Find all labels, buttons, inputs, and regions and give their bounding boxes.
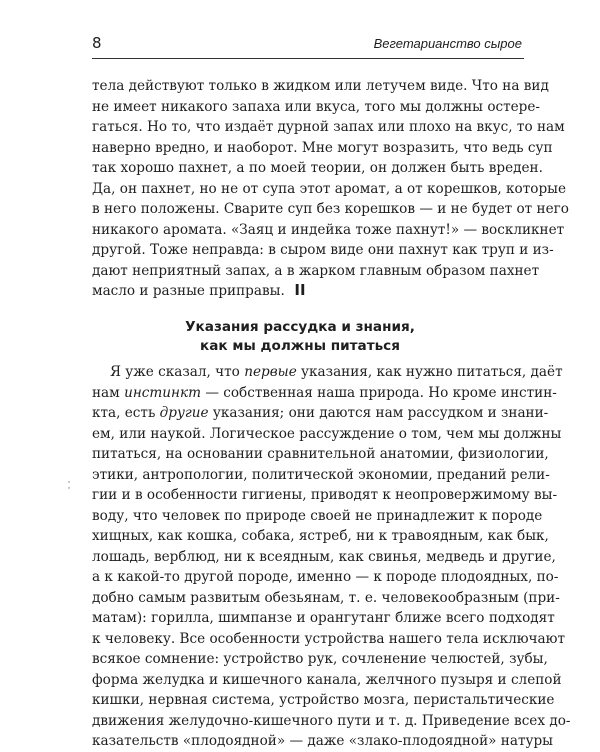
text-line: другой. Тоже неправда: в сыром виде они пахнут как труп и из- [92, 242, 554, 258]
text-line [92, 362, 563, 383]
text-line: всякое сомнение: устройство рук, сочленение челюстей, зубы, [92, 651, 548, 667]
text-line: форма желудка и кишечного канала, желчного пузыря и слепой [92, 671, 562, 688]
text-line: питаться, на основании сравнительной анатомии, физиологии, [92, 446, 549, 462]
section-paragraph [92, 362, 571, 752]
page-header [92, 34, 524, 59]
emphasis: первые [244, 364, 297, 380]
text-line: Да, он пахнет, но не от супа этот аромат, а от корешков, которые [92, 180, 567, 197]
text-line: не имеет никакого запаха или вкуса, того мы должны остерe- [92, 98, 541, 115]
text-line: матам): горилла, шимпанзе и орангутанг ближе всего подходят [92, 610, 555, 626]
text-line: дают неприятный запах, а в жарком главным образом пахнет [92, 262, 540, 279]
running-title: Вегетарианство сырое [373, 36, 522, 51]
text-line: движения желудочно-кишечного пути и т. д. Приведение всех до- [92, 712, 571, 729]
text-run: кта, есть [92, 405, 160, 421]
text-line: наверно вредно, и наоборот. Мне могут возразить, что ведь суп [92, 139, 553, 156]
text-line: тела действуют только в жидком или летучем виде. Что на вид [92, 78, 549, 94]
text-line: к человеку. Все особенности устройства нашего тела исключают [92, 630, 565, 647]
text-line: в него положены. Сварите суп без корешков — и не будет от него [92, 201, 569, 217]
paragraph-continued [92, 76, 569, 302]
text-line: гии и в особенности гигиены, приводят к неопровержимому вы- [92, 487, 558, 503]
emphasis: инстинкт [124, 384, 201, 401]
text-line: а к какой-то другой породе, именно — к породе плодоядных, по- [92, 569, 559, 585]
text-run: — собственная наша природа. Но кроме инстин- [201, 384, 557, 401]
page-number: 8 [92, 34, 102, 52]
text-line: кишки, нервная система, устройство мозга, перистальтические [92, 692, 555, 708]
emphasis: другие [159, 405, 209, 421]
text-line: гаться. Но то, что издаёт дурной запах или плохо на вкус, то нам [92, 119, 565, 135]
text-line: так хорошо пахнет, а по моей теории, он должен быть вреден. [92, 160, 543, 176]
print-speck-marks [66, 480, 72, 490]
text-line: никакого аромата. «Заяц и индейка тоже пахнут!» — воскликнет [92, 221, 565, 238]
section-title [0, 318, 600, 356]
text-line: хищных, как кошка, собака, ястреб, ни к травоядным, как бык, [92, 528, 549, 544]
text-run: нам [92, 384, 125, 401]
text-line: воду, что человек по природе своей не принадлежит к породе [92, 507, 543, 524]
text-run: Я уже сказал, что [110, 364, 245, 380]
text-line: масло и разные приправы. [92, 283, 285, 299]
text-run: указания; они даются нам рассудком и знани- [208, 405, 549, 421]
section-numeral: II [294, 281, 306, 299]
text-line: казательств «плодоядной» — даже «злако-плодоядной» натуры [92, 733, 553, 749]
text-line: добно самым развитым обезьянам, т. е. человекообразным (при- [92, 589, 560, 606]
text-line [92, 383, 557, 404]
text-line: этики, антропологии, политической экономии, преданий рели- [92, 466, 550, 483]
text-run: указания, как нужно питаться, даёт [296, 364, 563, 380]
text-line: лошадь, верблюд, ни к всеядным, как свинья, медведь и другие, [92, 548, 556, 565]
section-title-line: Указания рассудка и знания, [185, 319, 415, 335]
text-line [92, 403, 549, 424]
section-title-line: как мы должны питаться [200, 338, 400, 354]
text-line: ем, или наукой. Логическое рассуждение о том, чем мы должны [92, 425, 562, 442]
